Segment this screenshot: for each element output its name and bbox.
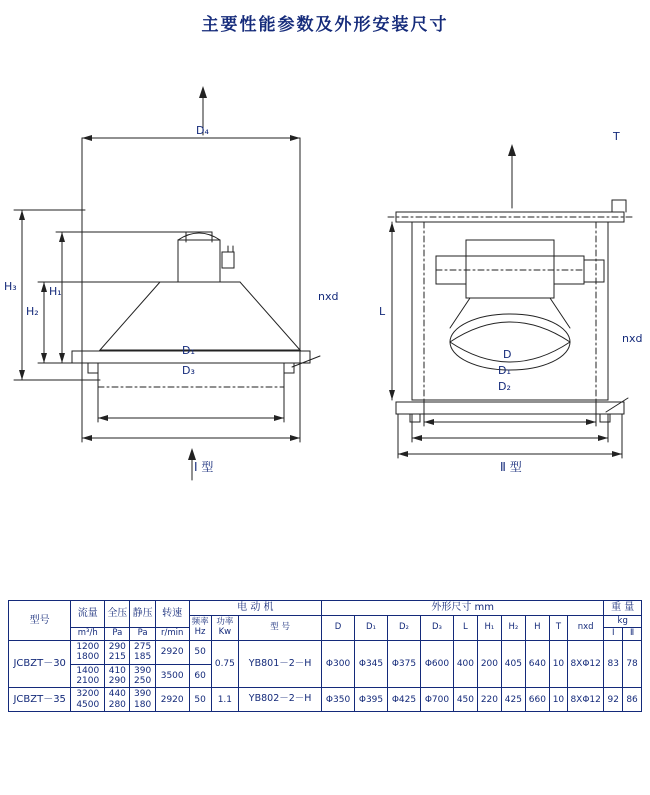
th-freq-label: 频率 bbox=[191, 617, 209, 627]
cell-speed: 3500 bbox=[155, 664, 189, 688]
cell-freq: 50 bbox=[189, 688, 211, 712]
left-motor-body bbox=[178, 240, 220, 282]
cell-dim-h: 640 bbox=[525, 641, 549, 688]
th-weight-unit: kg bbox=[604, 615, 642, 628]
th-weight-col-1: Ⅰ bbox=[604, 628, 623, 641]
table-row bbox=[9, 688, 642, 712]
cell-flow: 3200 4500 bbox=[71, 688, 105, 712]
left-cone-housing bbox=[100, 282, 300, 350]
right-base-plate bbox=[396, 402, 624, 414]
left-motor-top bbox=[178, 233, 220, 240]
th-dim-d2: D₂ bbox=[388, 615, 421, 641]
th-dim-d1: D₁ bbox=[355, 615, 388, 641]
cell-total-pressure: 440 280 bbox=[105, 688, 130, 712]
technical-drawing bbox=[0, 60, 650, 490]
cell-dim-nxd: 8XΦ12 bbox=[567, 641, 603, 688]
caption-type-1: Ⅰ 型 bbox=[194, 460, 214, 474]
th-dim-h2: H₂ bbox=[501, 615, 525, 641]
th-power-unit: Kw bbox=[218, 626, 232, 637]
th-speed-unit: r/min bbox=[155, 628, 189, 641]
cell-flow: 1200 1800 bbox=[71, 641, 105, 665]
cell-dim-d2: Φ375 bbox=[388, 641, 421, 688]
label-d1-left: D₁ bbox=[182, 344, 195, 357]
cell-dim-h2: 425 bbox=[501, 688, 525, 712]
cell-dim-d2: Φ425 bbox=[388, 688, 421, 712]
cell-weight-2: 78 bbox=[623, 641, 642, 688]
right-impeller-blade-top bbox=[450, 322, 570, 342]
cell-dim-l: 450 bbox=[453, 688, 477, 712]
th-flow: 流量 bbox=[71, 601, 105, 628]
label-nxd-left: nxd bbox=[318, 290, 339, 303]
cell-dim-h: 660 bbox=[525, 688, 549, 712]
th-power-label: 功率 bbox=[216, 617, 234, 627]
left-terminal-box bbox=[222, 252, 234, 268]
cell-dim-h1: 200 bbox=[477, 641, 501, 688]
cell-total-pressure: 290 215 bbox=[105, 641, 130, 665]
th-total-pressure-unit: Pa bbox=[105, 628, 130, 641]
table-row bbox=[9, 641, 642, 665]
label-d-right: D bbox=[503, 348, 512, 361]
cell-power: 0.75 bbox=[211, 641, 239, 688]
cell-dim-d1: Φ345 bbox=[355, 641, 388, 688]
label-l: L bbox=[379, 305, 386, 318]
cell-dim-h2: 405 bbox=[501, 641, 525, 688]
th-dim-nxd: nxd bbox=[567, 615, 603, 641]
th-speed: 转速 bbox=[155, 601, 189, 628]
cell-model: JCBZT－30 bbox=[9, 641, 71, 688]
cell-model: JCBZT－35 bbox=[9, 688, 71, 712]
cell-dim-d: Φ300 bbox=[322, 641, 355, 688]
cell-dim-d1: Φ395 bbox=[355, 688, 388, 712]
cell-dim-nxd: 8XΦ12 bbox=[567, 688, 603, 712]
label-h3: H₃ bbox=[4, 280, 17, 293]
th-motor-group: 电 动 机 bbox=[189, 601, 321, 616]
th-freq-unit: Hz bbox=[194, 626, 206, 637]
th-static-pressure: 静压 bbox=[130, 601, 155, 628]
cell-static-pressure: 390 180 bbox=[130, 688, 155, 712]
left-nxd-leader bbox=[292, 356, 320, 367]
th-flow-unit: m³/h bbox=[71, 628, 105, 641]
th-dims-group: 外形尺寸 mm bbox=[322, 601, 604, 616]
spec-table bbox=[8, 600, 642, 712]
th-weight-col-2: Ⅱ bbox=[623, 628, 642, 641]
cell-dim-h1: 220 bbox=[477, 688, 501, 712]
cell-total-pressure: 410 290 bbox=[105, 664, 130, 688]
right-terminal-box bbox=[584, 260, 604, 282]
spec-table-wrapper bbox=[8, 600, 642, 712]
th-motor-model: 型 号 bbox=[239, 615, 322, 641]
cell-speed: 2920 bbox=[155, 688, 189, 712]
cell-flow: 1400 2100 bbox=[71, 664, 105, 688]
th-weight-group: 重 量 bbox=[604, 601, 642, 616]
label-d4: D₄ bbox=[196, 124, 209, 137]
th-freq bbox=[189, 615, 211, 641]
th-dim-d: D bbox=[322, 615, 355, 641]
label-d1-right: D₁ bbox=[498, 364, 511, 377]
label-h2: H₂ bbox=[26, 305, 39, 318]
page-title: 主要性能参数及外形安装尺寸 bbox=[201, 15, 449, 35]
cell-power: 1.1 bbox=[211, 688, 239, 712]
cell-static-pressure: 390 250 bbox=[130, 664, 155, 688]
drawing-area bbox=[0, 60, 650, 490]
cell-motor-model: YB801－2－H bbox=[239, 641, 322, 688]
right-top-arrowhead bbox=[508, 144, 516, 156]
caption-type-2: Ⅱ 型 bbox=[500, 460, 522, 474]
th-dim-h: H bbox=[525, 615, 549, 641]
cell-weight-1: 83 bbox=[604, 641, 623, 688]
cell-dim-t: 10 bbox=[549, 688, 567, 712]
cell-dim-t: 10 bbox=[549, 641, 567, 688]
th-dim-d3: D₃ bbox=[420, 615, 453, 641]
label-d2-right: D₂ bbox=[498, 380, 511, 393]
th-static-pressure-unit: Pa bbox=[130, 628, 155, 641]
cell-dim-d3: Φ600 bbox=[420, 641, 453, 688]
right-nxd-leader bbox=[606, 398, 628, 412]
table-header-row-1 bbox=[9, 601, 642, 616]
left-top-arrowhead bbox=[199, 86, 207, 98]
cell-weight-2: 86 bbox=[623, 688, 642, 712]
th-dim-t: T bbox=[549, 615, 567, 641]
label-nxd-right: nxd bbox=[622, 332, 643, 345]
th-power bbox=[211, 615, 239, 641]
cell-speed: 2920 bbox=[155, 641, 189, 665]
label-h1: H₁ bbox=[49, 285, 62, 298]
label-d3-left: D₃ bbox=[182, 364, 195, 377]
right-motor-frame bbox=[466, 240, 554, 298]
cell-dim-l: 400 bbox=[453, 641, 477, 688]
label-t: T bbox=[613, 130, 620, 143]
cell-motor-model: YB802－2－H bbox=[239, 688, 322, 712]
th-total-pressure: 全压 bbox=[105, 601, 130, 628]
cell-dim-d3: Φ700 bbox=[420, 688, 453, 712]
th-dim-l: L bbox=[453, 615, 477, 641]
th-dim-h1: H₁ bbox=[477, 615, 501, 641]
cell-static-pressure: 275 185 bbox=[130, 641, 155, 665]
cell-weight-1: 92 bbox=[604, 688, 623, 712]
cell-freq: 50 bbox=[189, 641, 211, 665]
cell-freq: 60 bbox=[189, 664, 211, 688]
th-model: 型号 bbox=[9, 601, 71, 641]
cell-dim-d: Φ350 bbox=[322, 688, 355, 712]
